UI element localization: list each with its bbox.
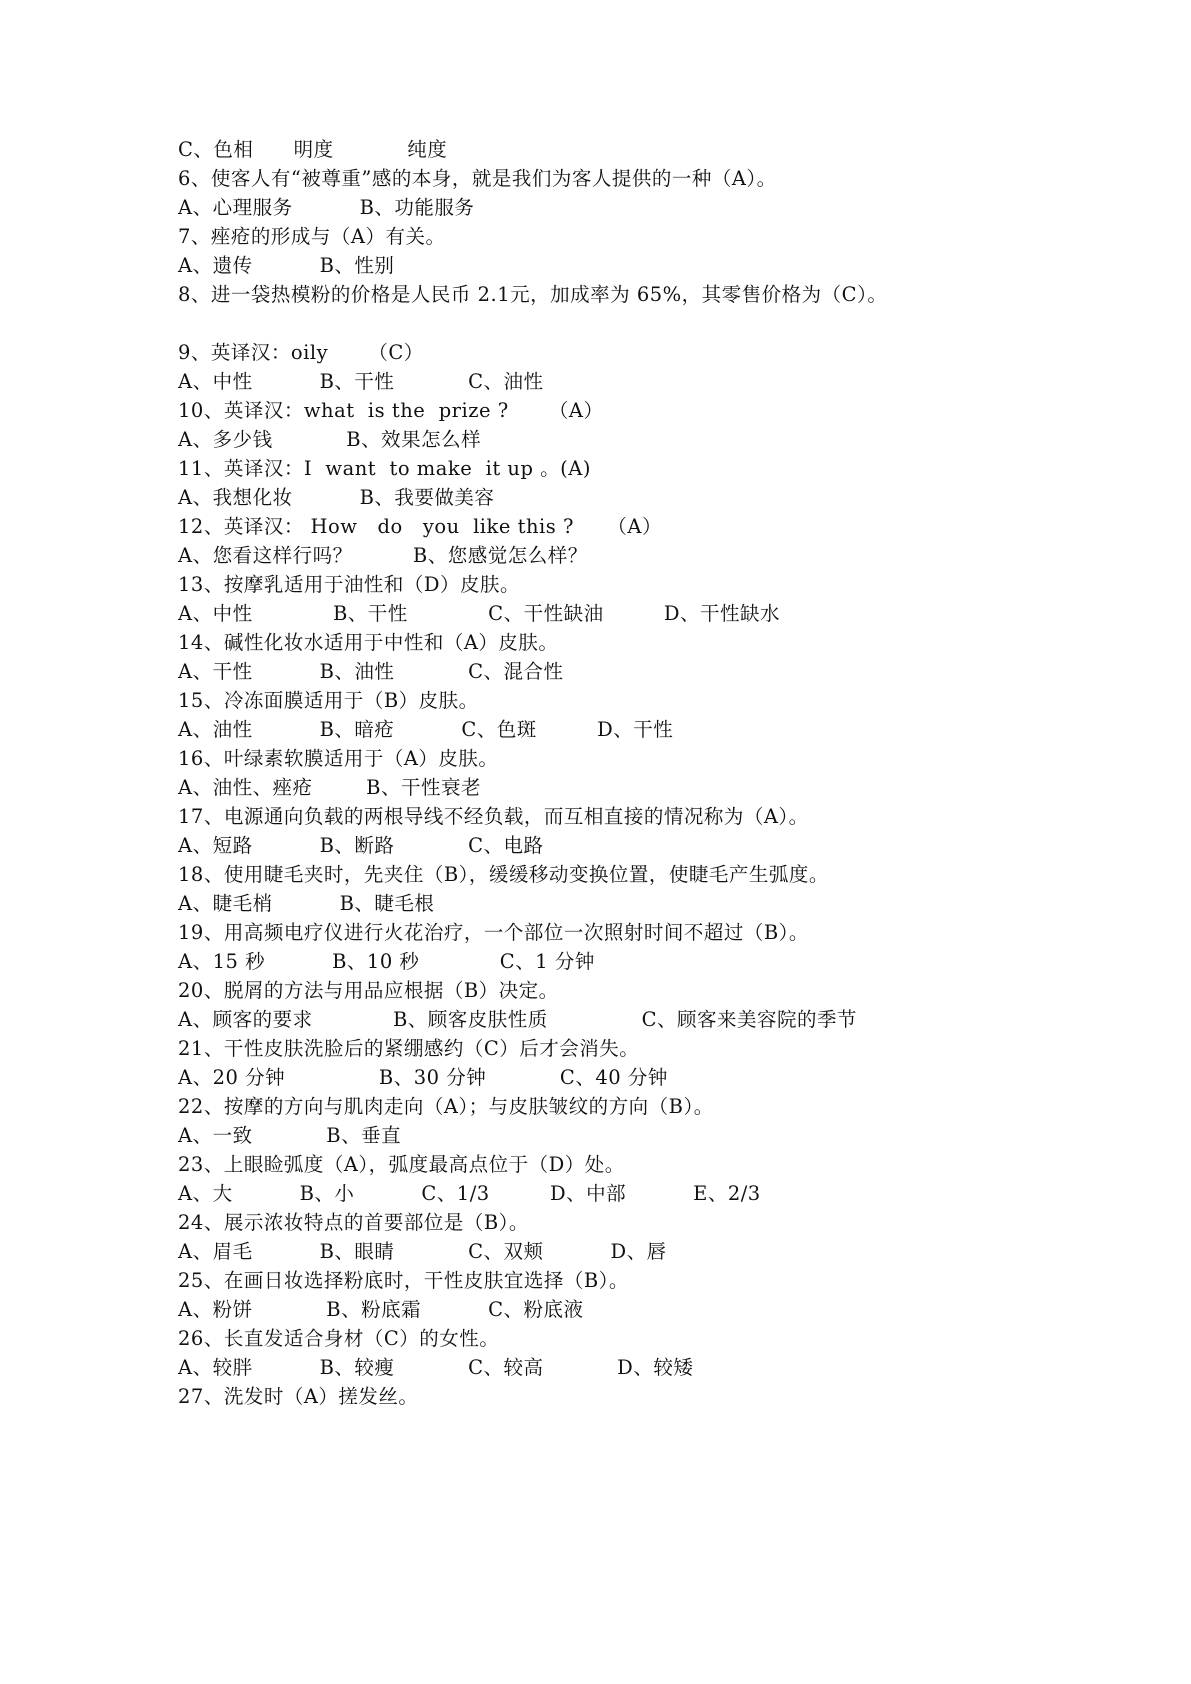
option-line: C、色相 明度 纯度 [178, 138, 448, 161]
question-line: 7、痤疮的形成与（A）有关。 [178, 225, 446, 248]
question-line: 6、使客人有“被尊重”感的本身，就是我们为客人提供的一种（A）。 [178, 167, 777, 190]
question-line: 8、进一袋热模粉的价格是人民币 2.1元，加成率为 65%，其零售价格为（C）。 [178, 283, 888, 306]
option-line: A、我想化妆 B、我要做美容 [178, 486, 495, 509]
option-line: A、20 分钟 B、30 分钟 C、40 分钟 [178, 1066, 668, 1089]
option-line: A、15 秒 B、10 秒 C、1 分钟 [178, 950, 595, 973]
question-line: 22、按摩的方向与肌肉走向（A）；与皮肤皱纹的方向（B）。 [178, 1095, 714, 1118]
question-line: 27、洗发时（A）搓发丝。 [178, 1385, 419, 1408]
question-line: 12、英译汉： How do you like this ? （A） [178, 515, 662, 538]
option-line: A、眉毛 B、眼睛 C、双颊 D、唇 [178, 1240, 667, 1263]
question-line: 21、干性皮肤洗脸后的紧绷感约（C）后才会消失。 [178, 1037, 640, 1060]
option-line: A、油性、痤疮 B、干性衰老 [178, 776, 482, 799]
question-line: 19、用高频电疗仪进行火花治疗，一个部位一次照射时间不超过（B）。 [178, 921, 809, 944]
option-line: A、心理服务 B、功能服务 [178, 196, 475, 219]
question-line: 13、按摩乳适用于油性和（D）皮肤。 [178, 573, 520, 596]
question-line: 16、叶绿素软膜适用于（A）皮肤。 [178, 747, 499, 770]
option-line: A、干性 B、油性 C、混合性 [178, 660, 564, 683]
question-line: 18、使用睫毛夹时，先夹住（B），缓缓移动变换位置，使睫毛产生弧度。 [178, 863, 829, 886]
question-line: 17、电源通向负载的两根导线不经负载，而互相直接的情况称为（A）。 [178, 805, 809, 828]
option-line: A、睫毛梢 B、睫毛根 [178, 892, 435, 915]
option-line: A、顾客的要求 B、顾客皮肤性质 C、顾客来美容院的季节 [178, 1008, 857, 1031]
option-line: A、一致 B、垂直 [178, 1124, 402, 1147]
option-line: A、多少钱 B、效果怎么样 [178, 428, 482, 451]
question-line: 26、长直发适合身材（C）的女性。 [178, 1327, 500, 1350]
question-line: 9、英译汉：oily （C） [178, 341, 424, 364]
option-line: A、中性 B、干性 C、油性 [178, 370, 544, 393]
option-line: A、遗传 B、性别 [178, 254, 395, 277]
option-line: A、中性 B、干性 C、干性缺油 D、干性缺水 [178, 602, 781, 625]
option-line: A、您看这样行吗？ B、您感觉怎么样？ [178, 544, 588, 567]
option-line: A、短路 B、断路 C、电路 [178, 834, 544, 857]
question-line: 20、脱屑的方法与用品应根据（B）决定。 [178, 979, 559, 1002]
question-line: 15、冷冻面膜适用于（B）皮肤。 [178, 689, 479, 712]
question-line: 10、英译汉：what is the prize ? （A） [178, 399, 604, 422]
option-line: A、油性 B、暗疮 C、色斑 D、干性 [178, 718, 674, 741]
option-line: A、较胖 B、较瘦 C、较高 D、较矮 [178, 1356, 694, 1379]
question-line: 14、碱性化妆水适用于中性和（A）皮肤。 [178, 631, 559, 654]
option-line: A、大 B、小 C、1/3 D、中部 E、2/3 [178, 1182, 761, 1205]
question-line: 24、展示浓妆特点的首要部位是（B）。 [178, 1211, 529, 1234]
option-line: A、粉饼 B、粉底霜 C、粉底液 [178, 1298, 584, 1321]
question-line: 23、上眼睑弧度（A），弧度最高点位于（D）处。 [178, 1153, 625, 1176]
question-line: 25、在画日妆选择粉底时，干性皮肤宜选择（B）。 [178, 1269, 629, 1292]
question-line: 11、英译汉：I want to make it up 。(A) [178, 457, 591, 480]
